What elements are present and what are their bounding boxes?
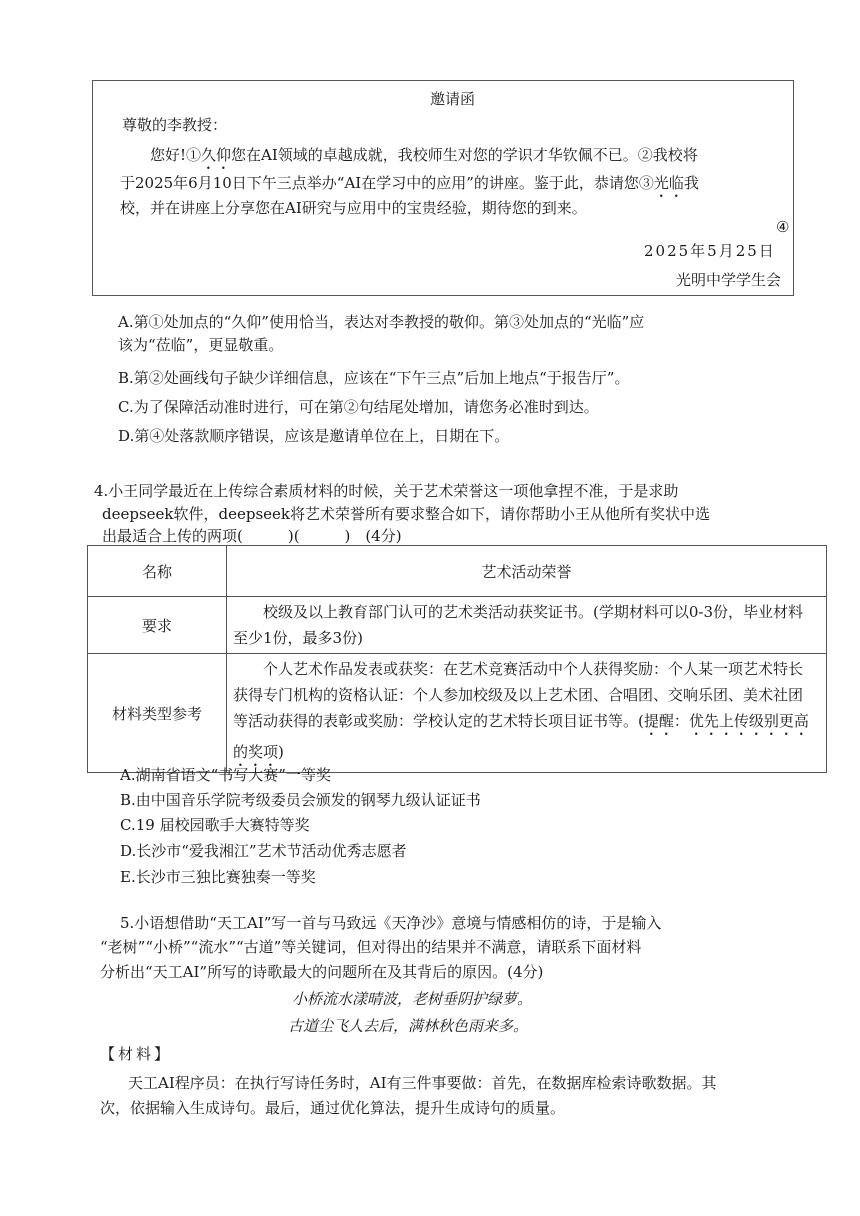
- letter-line-3: 校，并在讲座上分享您在AI研究与应用中的宝贵经验，期待您的到来。: [120, 199, 587, 217]
- q3-option-b: B.第②处画线句子缺少详细信息，应该在“下午三点”后加上地点“于报告厅”。: [118, 369, 630, 387]
- marker-4: ④: [776, 218, 790, 236]
- letter-salutation: 尊敬的李教授：: [122, 116, 228, 134]
- material-line-1: 天工AI程序员：在执行写诗任务时，AI有三件事要做：首先，在数据库检索诗歌数据。其: [128, 1074, 717, 1092]
- q4-option-d: D.长沙市“爱我湘江”艺术节活动优秀志愿者: [120, 842, 407, 860]
- q5-stem-line1: 5.小语想借助“天工AI”写一首与马致远《天净沙》意境与情感相仿的诗，于是输入: [120, 914, 662, 932]
- q4-option-e: E.长沙市三独比赛独奏一等奖: [120, 868, 316, 886]
- table-header-requirement: 要求: [88, 597, 227, 654]
- table-header-material-type: 材料类型参考: [88, 654, 227, 773]
- poem-line-1: 小桥流水漾晴波，老树垂阴护绿萝。: [292, 990, 533, 1008]
- table-header-name: 名称: [88, 546, 227, 597]
- q4-option-a: A.湖南省语文“书写大赛”一等奖: [120, 766, 331, 784]
- art-honor-table: [87, 545, 827, 773]
- material-line-2: 次，依据输入生成诗句。最后，通过优化算法，提升生成诗句的质量。: [100, 1099, 566, 1117]
- q4-stem-line3: 出最适合上传的两项( )( ) (4分): [102, 527, 402, 545]
- q4-stem-line1: 4.小王同学最近在上传综合素质材料的时候，关于艺术荣誉这一项他拿捏不准，于是求助: [94, 482, 679, 500]
- q4-option-c: C.19 届校园歌手大赛特等奖: [120, 816, 310, 834]
- q5-stem-line2: “老树”“小桥”“流水”“古道”等关键词，但对得出的结果并不满意，请联系下面材料: [100, 938, 642, 956]
- letter-line-1: 您好!①久仰您在AI领域的卓越成就，我校师生对您的学识才华钦佩不已。②我校将: [150, 146, 698, 164]
- table-row: [88, 546, 827, 597]
- q3-option-c: C.为了保障活动准时进行，可在第②句结尾处增加，请您务必准时到达。: [118, 398, 599, 416]
- table-row: [88, 597, 827, 654]
- emphasis-guanglin: 光临: [653, 174, 684, 192]
- letter-title: 邀请函: [430, 90, 476, 108]
- table-cell-material-type: 个人艺术作品发表或获奖：在艺术竞赛活动中个人获得奖励：个人某一项艺术特长获得专门机构的资格认证：个人参加校级及以上艺术团、合唱团、交响乐团、美术社团等活动获得的表彰或奖励：学校认定的艺术特长项目证书等。(提醒：优先上传级别更高的奖项): [227, 654, 827, 773]
- table-row: [88, 654, 827, 773]
- letter-line-2: 于2025年6月10日下午三点举办“AI在学习中的应用”的讲座。鉴于此，恭请您③光临我: [120, 174, 699, 192]
- letter-signature: 光明中学学生会: [676, 271, 782, 289]
- q3-option-a-line2: 该为“莅临”，更显敬重。: [118, 336, 284, 354]
- emphasis-reminder: 提醒：优先上传级别更高的奖项: [233, 712, 809, 761]
- q3-option-d: D.第④处落款顺序错误，应该是邀请单位在上，日期在下。: [118, 427, 510, 445]
- letter-date: 2025年5月25日: [644, 242, 776, 260]
- q5-stem-line3: 分析出“天工AI”所写的诗歌最大的问题所在及其背后的原因。(4分): [100, 963, 544, 981]
- q4-stem-line2: deepseek软件，deepseek将艺术荣誉所有要求整合如下，请你帮助小王从他所有奖状中选: [102, 505, 711, 523]
- poem-line-2: 古道尘飞人去后，满林秋色雨来多。: [288, 1017, 529, 1035]
- q3-option-a-line1: A.第①处加点的“久仰”使用恰当，表达对李教授的敬仰。第③处加点的“光临”应: [118, 313, 645, 331]
- table-cell-name: 艺术活动荣誉: [227, 546, 827, 597]
- table-cell-requirement: 校级及以上教育部门认可的艺术类活动获奖证书。(学期材料可以0-3份，毕业材料至少1份，最多3份): [227, 597, 827, 654]
- q4-option-b: B.由中国音乐学院考级委员会颁发的钢琴九级认证证书: [120, 791, 481, 809]
- material-label: 【材料】: [100, 1045, 173, 1063]
- emphasis-jiuyang: 久仰: [201, 146, 232, 164]
